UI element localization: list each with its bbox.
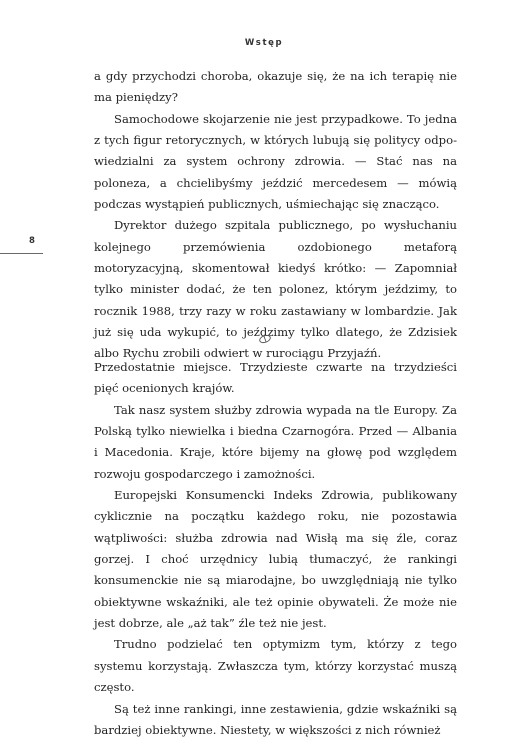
paragraph: Samochodowe skojarzenie nie jest przypadkowe. To jedna z tych figur retorycznych, w których lubują się politycy odpowiedzialni za system ochrony zdrowia. — Stać nas na poloneza, a chcielibyśmy jeździć mercedesem — mówią podczas wystąpień publicznych, uśmiechając się znacząco.: [94, 111, 457, 212]
text-section-one: [94, 66, 457, 365]
page-number: 8: [29, 236, 35, 246]
paragraph: Europejski Konsumencki Indeks Zdrowia, publikowany cyklicznie na początku każdego roku, nie pozostawia wątpliwości: służba zdrowia nad Wisłą ma się źle, coraz gorzej. I choć urzędnicy lubią tłumaczyć, że rankingi konsumenckie nie są miarodajne, bo uwzględniają nie tylko obiektywne wskaźniki, ale też opinie obywateli. Że może nie jest dobrze, ale „aż tak” źle też nie jest.: [94, 488, 457, 631]
paragraph: a gdy przychodzi choroba, okazuje się, że na ich terapię nie ma pieniędzy?: [94, 69, 457, 105]
pill-ornament-icon: [258, 334, 272, 344]
paragraph: Tak nasz system służby zdrowia wypada na tle Europy. Za Polską tylko niewielka i biedna Czarnogóra. Przed — Albania i Macedonia. Kraje, które bijemy na głowę pod względem rozwoju gospodarczego i zamożności.: [94, 402, 457, 481]
paragraph: Są też inne rankingi, inne zestawienia, gdzie wskaźniki są bardziej obiektywne. Niestety, w większości z nich również: [94, 701, 457, 737]
running-head: Wstęp: [244, 38, 284, 48]
paragraph: Trudno podzielać ten optymizm tym, którzy z tego systemu korzystają. Zwłaszcza tym, którzy korzystać muszą często.: [94, 637, 457, 695]
text-section-two: [94, 357, 457, 741]
page-number-rule: [0, 253, 43, 254]
paragraph: Dyrektor dużego szpitala publicznego, po wysłuchaniu kolejnego przemówienia ozdobionego metaforą motoryzacyjną, skomentował kiedyś krótko: — Zapomniał tylko minister dodać, że ten polonez, którym jeździmy, to rocznik 1988, trzy razy w roku zastawiany w lombardzie. Jak już się uda wykupić, to jeździmy tylko dlatego, że Zdzisiek albo Rychu zrobili odwiert w rurociągu Przyjaźń.: [94, 218, 457, 361]
paragraph: Przedostatnie miejsce. Trzydzieste czwarte na trzydzieści pięć ocenionych krajów.: [94, 360, 457, 396]
